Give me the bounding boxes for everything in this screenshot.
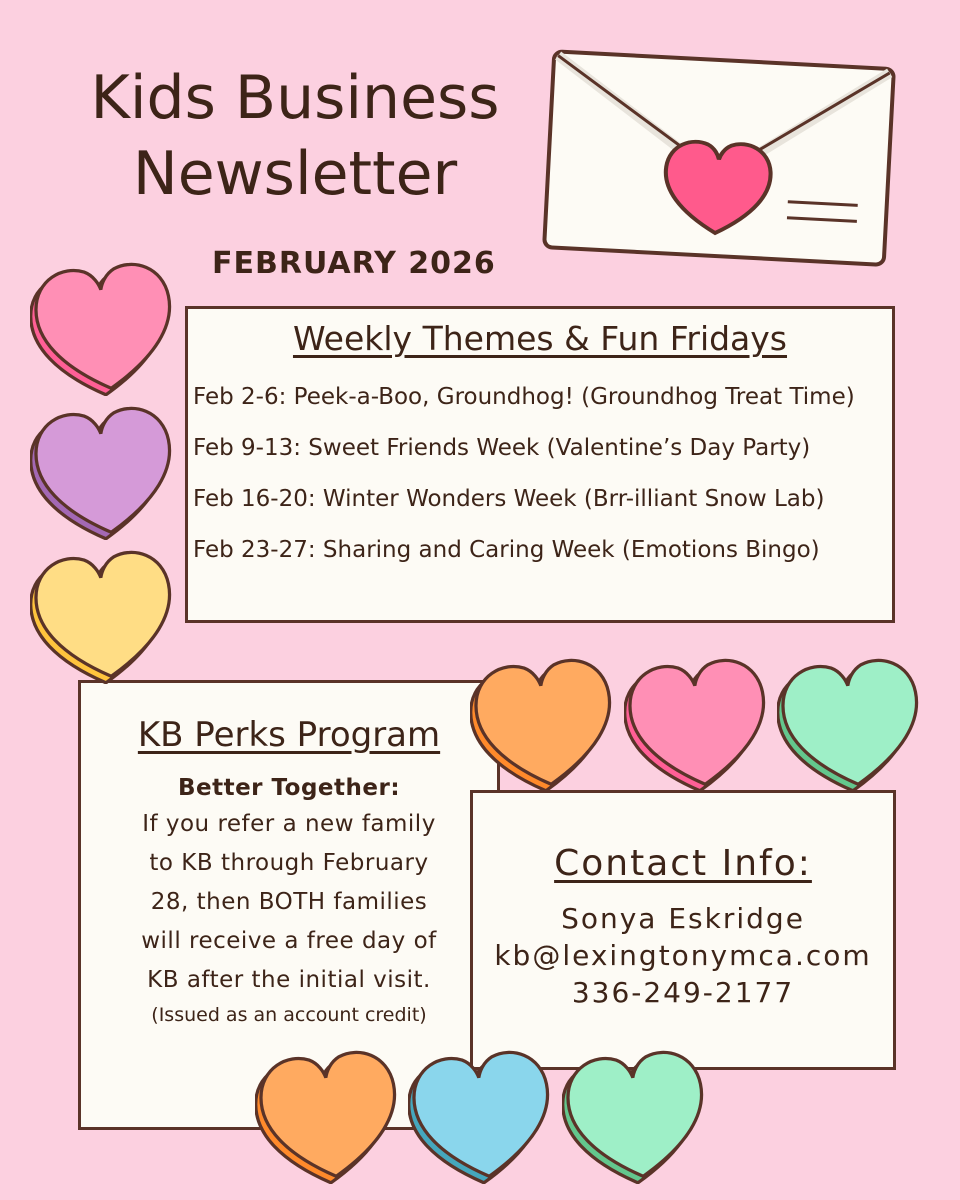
contact-name: Sonya Eskridge [561,902,805,935]
contact-phone: 336-249-2177 [571,976,795,1009]
perks-line: KB after the initial visit. [147,967,431,993]
perks-note: (Issued as an account credit) [151,1004,427,1026]
contact-title: Contact Info: [554,843,812,884]
orange-candy-heart-icon [255,1036,405,1184]
perks-line: 28, then BOTH families [150,889,428,915]
perks-line: If you refer a new family [142,811,436,837]
perks-body [81,805,497,1000]
contact-email: kb@lexingtonymca.com [494,939,872,972]
perks-subtitle: Better Together: [177,775,401,801]
title-line-2: Newsletter [132,139,458,209]
weekly-themes-section [185,306,895,623]
yellow-candy-heart-icon [30,536,180,684]
purple-candy-heart-icon [30,392,180,540]
pink-candy-heart-icon [624,644,774,792]
themes-title: Weekly Themes & Fun Fridays [292,319,788,358]
theme-item: Feb 23-27: Sharing and Caring Week (Emotions Bingo) [193,537,820,563]
contact-section [470,790,896,1070]
green-candy-heart-icon [562,1036,712,1184]
perks-title: KB Perks Program [137,715,441,755]
orange-candy-heart-icon [470,644,620,792]
title-line-1: Kids Business [90,63,500,133]
theme-item: Feb 16-20: Winter Wonders Week (Brr-illiant Snow Lab) [193,486,825,512]
pink-candy-heart-icon [30,248,180,396]
themes-list [188,372,892,576]
theme-item: Feb 2-6: Peek-a-Boo, Groundhog! (Groundhog Treat Time) [193,384,855,410]
perks-line: to KB through February [149,850,429,876]
theme-item: Feb 9-13: Sweet Friends Week (Valentine’s Day Party) [193,435,811,461]
newsletter-title [40,60,550,212]
issue-date: FEBRUARY 2026 [212,246,496,281]
envelope-icon [535,38,900,278]
blue-candy-heart-icon [408,1036,558,1184]
perks-line: will receive a free day of [141,928,437,954]
green-candy-heart-icon [777,644,927,792]
